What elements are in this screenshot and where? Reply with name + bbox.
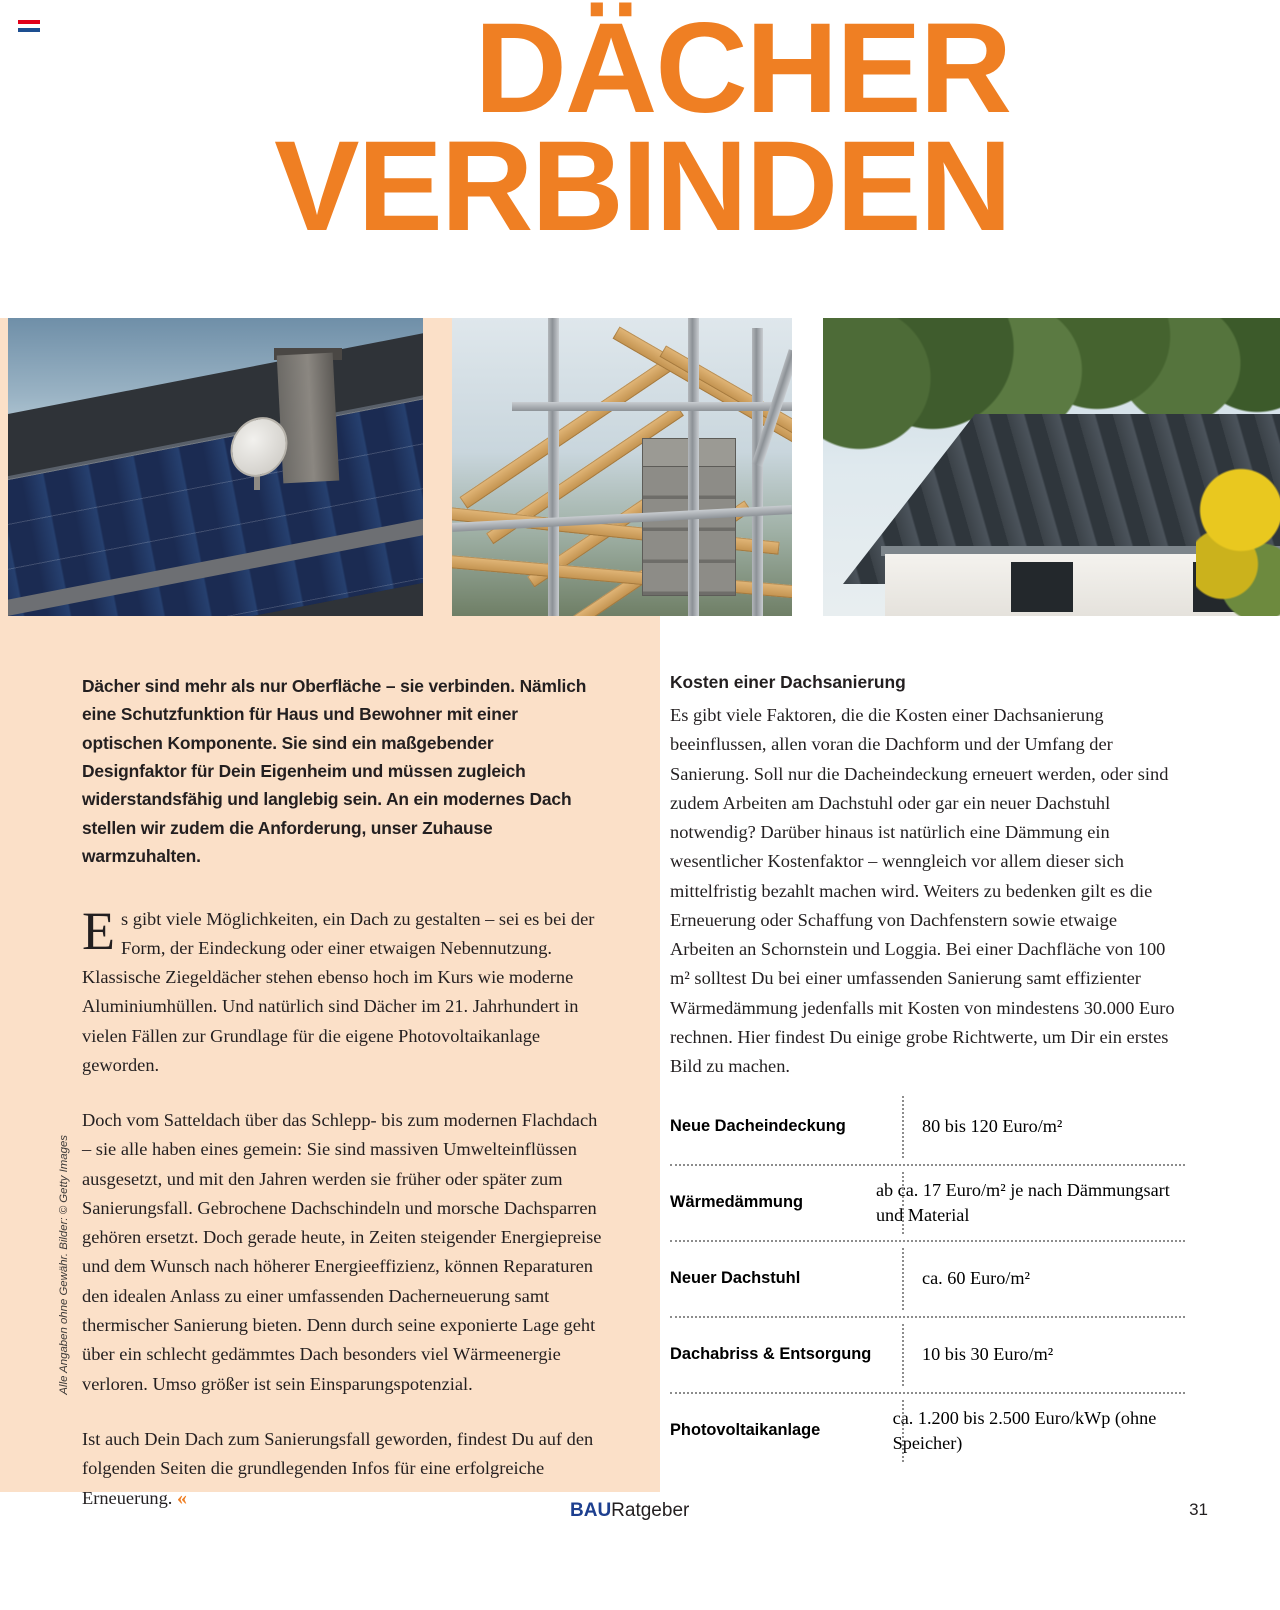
page-title-line-2: VERBINDEN (274, 114, 1010, 258)
table-column-divider (902, 1172, 904, 1234)
table-row-label: Dachabriss & Entsorgung (670, 1345, 872, 1364)
table-row (670, 1166, 1185, 1242)
table-row-value: 10 bis 30 Euro/m² (922, 1344, 1054, 1365)
photo-strip (0, 318, 1280, 618)
footer-brand-bold: BAU (570, 1500, 612, 1521)
price-table (670, 1090, 1185, 1468)
page-title-line-1: DÄCHER (474, 0, 1010, 140)
image-credit: Alle Angaben ohne Gewähr. Bilder: © Getty Images (58, 1135, 70, 1395)
table-row-value: 80 bis 120 Euro/m² (922, 1116, 1063, 1137)
photo-roof-truss (452, 318, 792, 616)
page-number: 31 (1189, 1500, 1208, 1519)
page-title (0, 0, 1010, 258)
table-row-value: ab ca. 17 Euro/m² je nach Dämmungsart und Material (875, 1179, 1170, 1225)
table-row-label: Wärmedämmung (670, 1193, 803, 1212)
costs-paragraph: Es gibt viele Faktoren, die die Kosten einer Dachsanierung beeinflussen, allen voran die Dachform und der Umfang der Sanierung. Soll nur die Dacheindeckung erneuert werden, oder sind zudem Arbeiten am Dachstuhl oder gar ein neuer Dachstuhl notwendig? Darüber hinaus ist natürlich eine Dämmung ein wesentlicher Kostenfaktor – wenngleich vor allem dieser sich mittelfristig bezahlt machen wird. Weiters zu bedenken gilt es die Erneuerung oder Schaffung von Dachfenstern sowie etwaige Arbeiten an Schornstein und Loggia. Bei einer Dachfläche von 100 m² solltest Du bei einer umfassenden Sanierung samt effizienter Wärmedämmung jedenfalls mit Kosten von mindestens 30.000 Euro rechnen. Hier findest Du einige grobe Richtwerte, um Dir ein erstes Bild zu machen. (670, 705, 1175, 1077)
footer-brand (570, 1500, 689, 1522)
table-column-divider (902, 1400, 904, 1462)
footer-brand-rest: Ratgeber (611, 1500, 690, 1521)
body-paragraph-3 (82, 1425, 602, 1515)
right-text-column (670, 672, 1180, 1107)
body-paragraph-3-text: Ist auch Dein Dach zum Sanierungsfall geworden, findest Du auf den folgenden Seiten die grundlegenden Infos für eine erfolgreiche Erneuerung. (82, 1428, 594, 1509)
lede-paragraph: Dächer sind mehr als nur Oberfläche – sie verbinden. Nämlich eine Schutzfunktion für Haus und Bewohner mit einer optischen Komponente. Sie sind ein maßgebender Designfaktor für Dein Eigenheim und müssen zugleich widerstandsfähig und langlebig sein. An ein modernes Dach stellen wir zudem die Anforderung, unser Zuhause warmzuhalten. (82, 676, 587, 867)
table-row (670, 1394, 1185, 1468)
table-row-value: ca. 60 Euro/m² (922, 1268, 1030, 1289)
photo-metal-roof (823, 318, 1280, 616)
table-row-label: Photovoltaikanlage (670, 1421, 821, 1440)
table-row (670, 1318, 1185, 1394)
left-text-column (82, 672, 602, 1541)
table-column-divider (902, 1248, 904, 1310)
table-row-value: ca. 1.200 bis 2.500 Euro/kWp (ohne Speicher) (892, 1407, 1157, 1453)
body-paragraph-1: Es gibt viele Möglichkeiten, ein Dach zu gestalten – sei es bei der Form, der Eindeckung oder einer etwaigen Nebennutzung. Klassische Ziegeldächer stehen ebenso hoch im Kurs wie moderne Aluminiumhüllen. Und natürlich sind Dächer im 21. Jahrhundert in vielen Fällen zur Grundlage für die eigene Photovoltaikanlage geworden. (82, 900, 595, 1075)
photo-solar-roof (8, 318, 423, 616)
table-row (670, 1242, 1185, 1318)
table-row (670, 1090, 1185, 1166)
table-row-label: Neue Dacheindeckung (670, 1117, 846, 1136)
table-row-label: Neuer Dachstuhl (670, 1269, 801, 1288)
table-column-divider (902, 1096, 904, 1158)
table-column-divider (902, 1324, 904, 1386)
end-mark: « (177, 1487, 186, 1510)
section-heading-costs: Kosten einer Dachsanierung (670, 672, 906, 692)
body-paragraph-2: Doch vom Satteldach über das Schlepp- bis zum modernen Flachdach – sie alle haben eines gemein: Sie sind massiven Umwelteinflüssen ausgesetzt, und mit den Jahren werden sie früher oder später zum Sanierungsfall. Gebrochene Dachschindeln und morsche Dachsparren gehören ersetzt. Doch gerade heute, in Zeiten steigender Energiepreise und dem Wunsch nach höherer Energieeffizienz, können Reparaturen den idealen Anlass zu einer umfassenden Dacherneuerung samt thermischer Sanierung bieten. Denn durch seine exponierte Lage geht über ein schlecht gedämmtes Dach besonders viel Wärmeenergie verloren. Umso größer ist sein Einsparungspotenzial. (82, 1110, 602, 1394)
